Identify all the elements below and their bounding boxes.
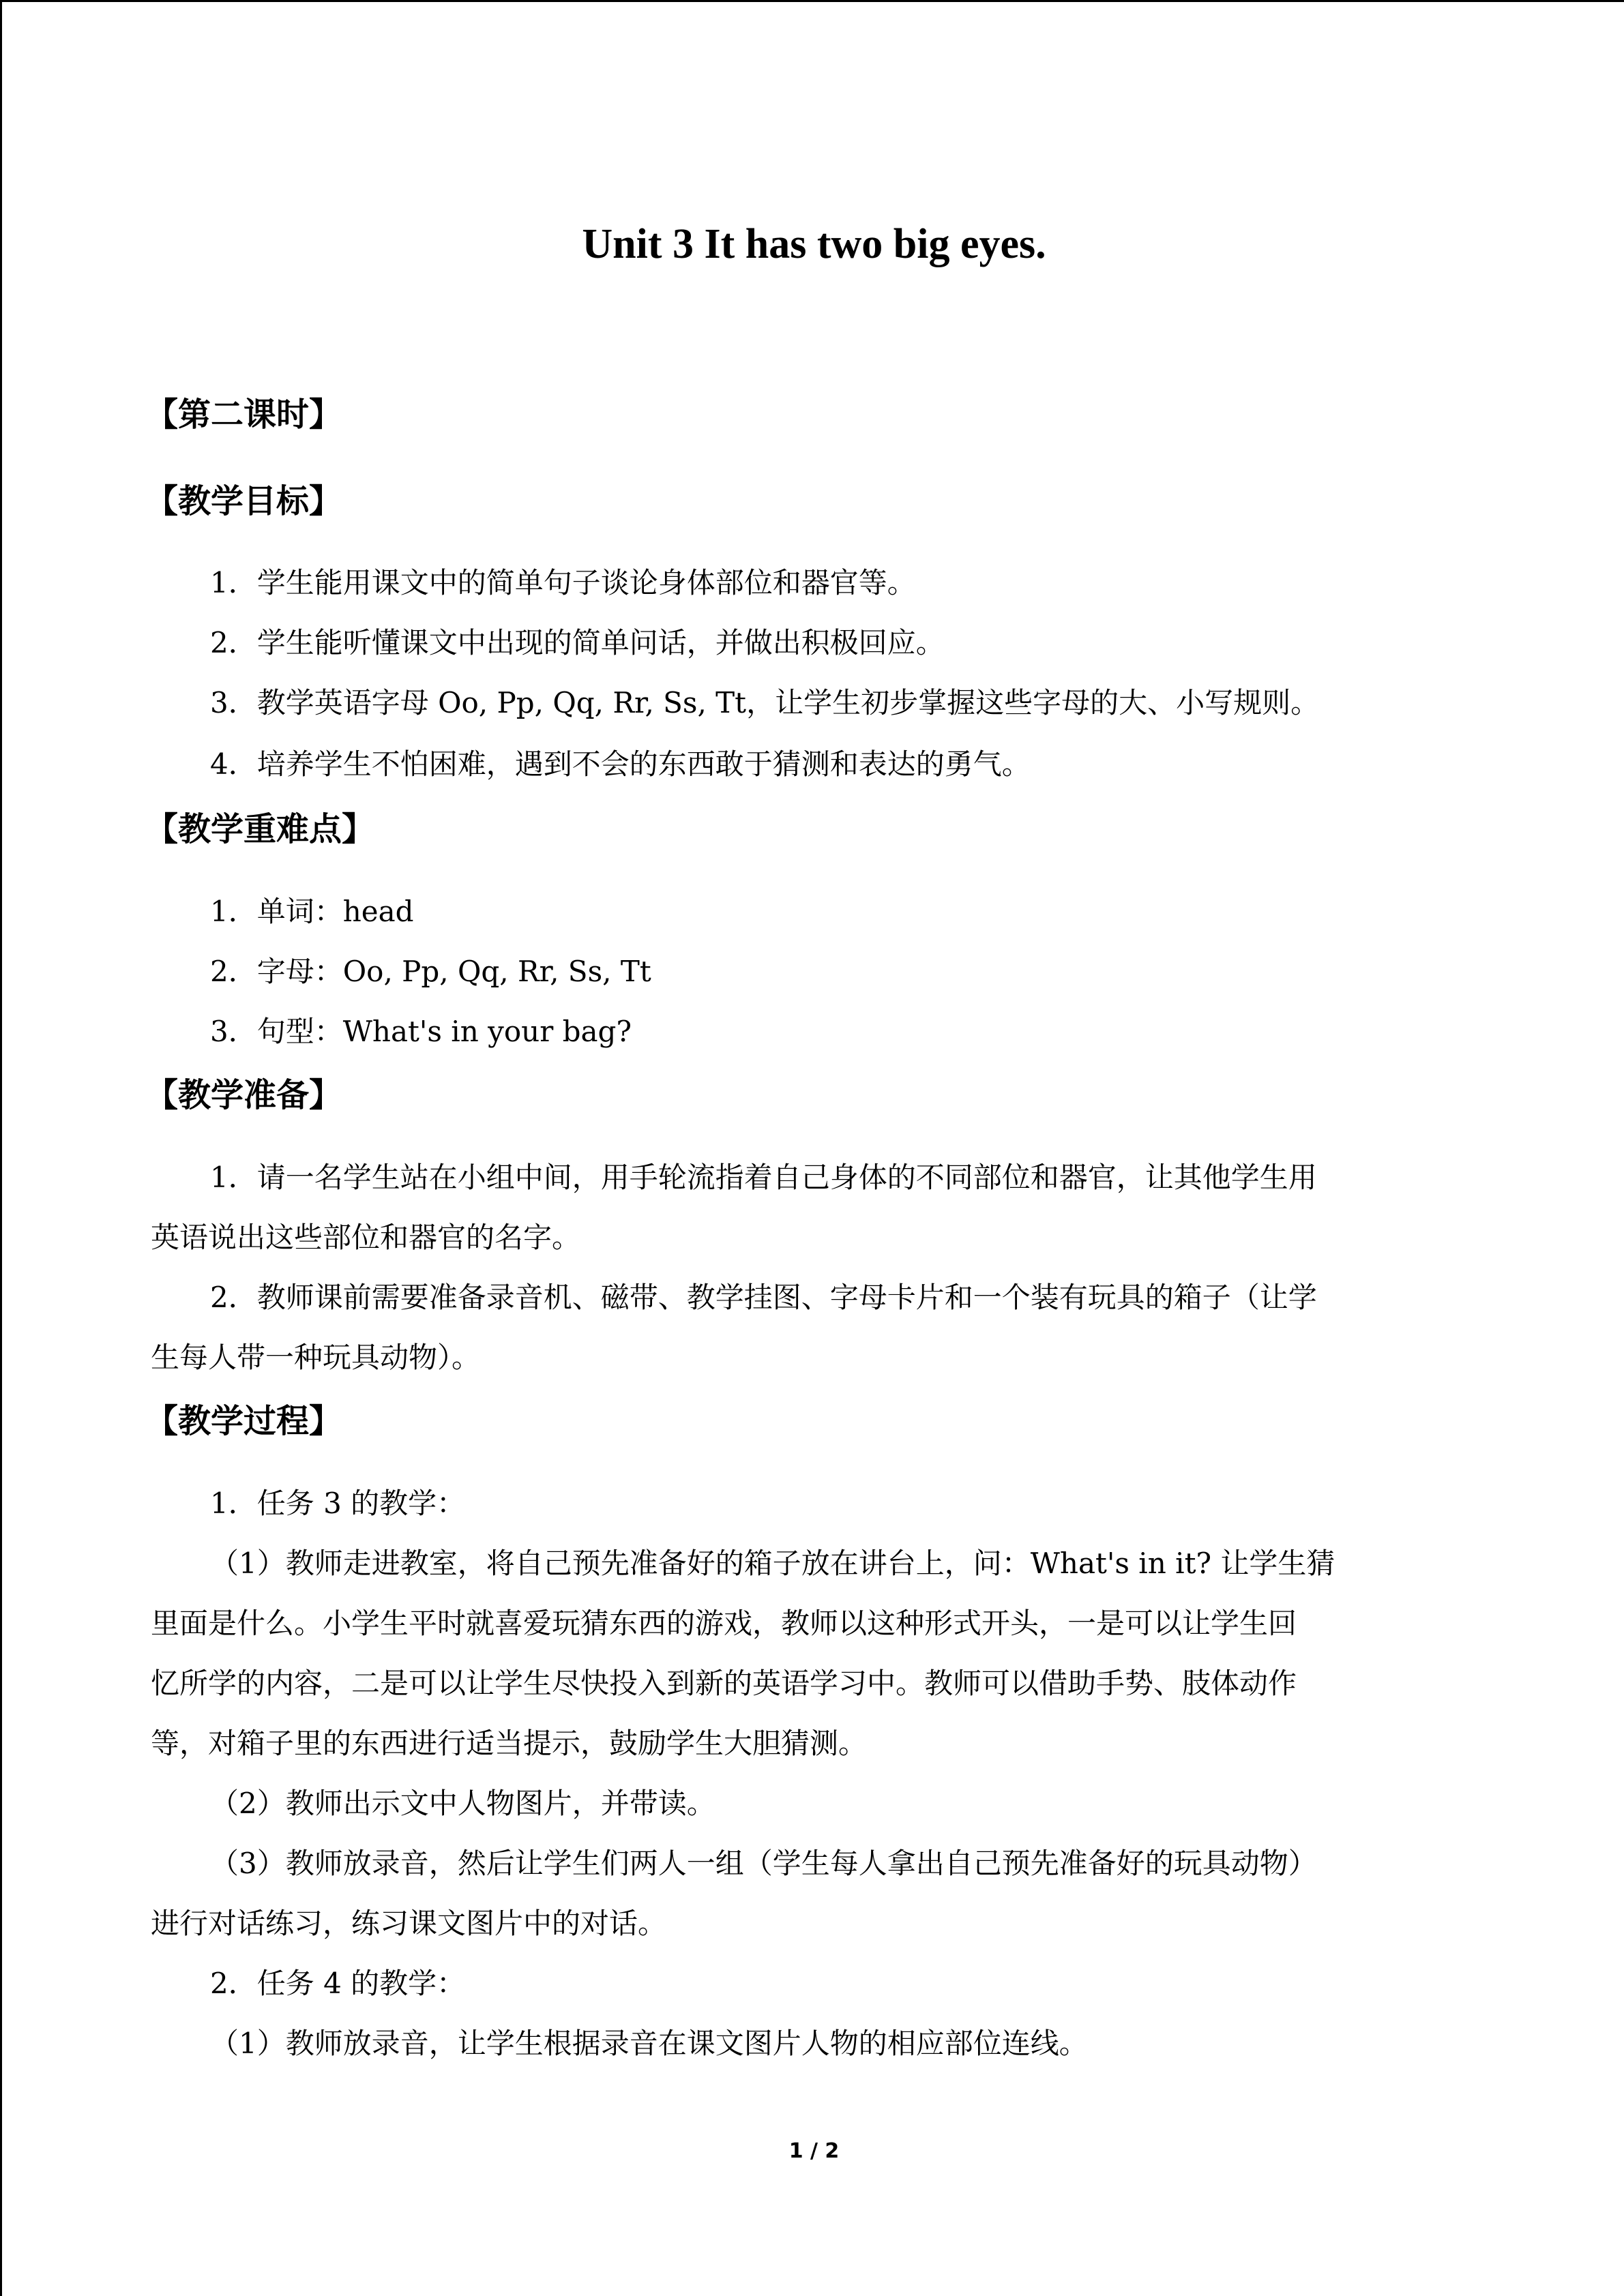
process-line: 里面是什么。小学生平时就喜爱玩猜东西的游戏，教师以这种形式开头，一是可以让学生回 — [151, 1607, 1297, 1640]
objective-item: 3．教学英语字母 Oo, Pp, Qq, Rr, Ss, Tt，让学生初步掌握这些字母的大、小写规则。 — [210, 686, 1320, 719]
preparation-line: 2．教师课前需要准备录音机、磁带、教学挂图、字母卡片和一个装有玩具的箱子（让学 — [210, 1281, 1317, 1314]
process-line: （2）教师出示文中人物图片，并带读。 — [210, 1787, 715, 1820]
key-point-item: 2．字母：Oo, Pp, Qq, Rr, Ss, Tt — [210, 955, 651, 988]
objectives-heading: 【教学目标】 — [145, 482, 342, 520]
process-line: 1．任务 3 的教学： — [210, 1487, 466, 1520]
lesson-heading: 【第二课时】 — [145, 396, 342, 434]
process-line: 等，对箱子里的东西进行适当提示，鼓励学生大胆猜测。 — [151, 1727, 868, 1760]
process-line: 进行对话练习，练习课文图片中的对话。 — [151, 1907, 667, 1940]
process-line: 2．任务 4 的教学： — [210, 1967, 466, 2000]
objective-item: 1．学生能用课文中的简单句子谈论身体部位和器官等。 — [210, 566, 916, 599]
preparation-line: 1．请一名学生站在小组中间，用手轮流指着自己身体的不同部位和器官，让其他学生用 — [210, 1161, 1317, 1194]
document-title: Unit 3 It has two big eyes. — [582, 221, 1046, 267]
key-points-heading: 【教学重难点】 — [145, 810, 375, 848]
objective-item: 2．学生能听懂课文中出现的简单问话，并做出积极回应。 — [210, 626, 945, 659]
key-point-item: 3．句型：What's in your bag? — [210, 1015, 632, 1048]
preparation-line: 生每人带一种玩具动物）。 — [151, 1341, 481, 1374]
process-line: 忆所学的内容，二是可以让学生尽快投入到新的英语学习中。教师可以借助手势、肢体动作 — [151, 1667, 1297, 1700]
objective-item: 4．培养学生不怕困难，遇到不会的东西敢于猜测和表达的勇气。 — [210, 747, 1031, 781]
preparation-heading: 【教学准备】 — [145, 1076, 342, 1114]
process-line: （1）教师放录音，让学生根据录音在课文图片人物的相应部位连线。 — [210, 2027, 1088, 2060]
preparation-line: 英语说出这些部位和器官的名字。 — [151, 1221, 581, 1254]
page-number: 1 / 2 — [788, 2139, 840, 2163]
process-heading: 【教学过程】 — [145, 1402, 342, 1440]
key-point-item: 1．单词：head — [210, 895, 414, 928]
process-line: （3）教师放录音，然后让学生们两人一组（学生每人拿出自己预先准备好的玩具动物） — [210, 1847, 1317, 1880]
process-line: （1）教师走进教室，将自己预先准备好的箱子放在讲台上，问：What's in it? 让学生猜 — [210, 1547, 1335, 1580]
